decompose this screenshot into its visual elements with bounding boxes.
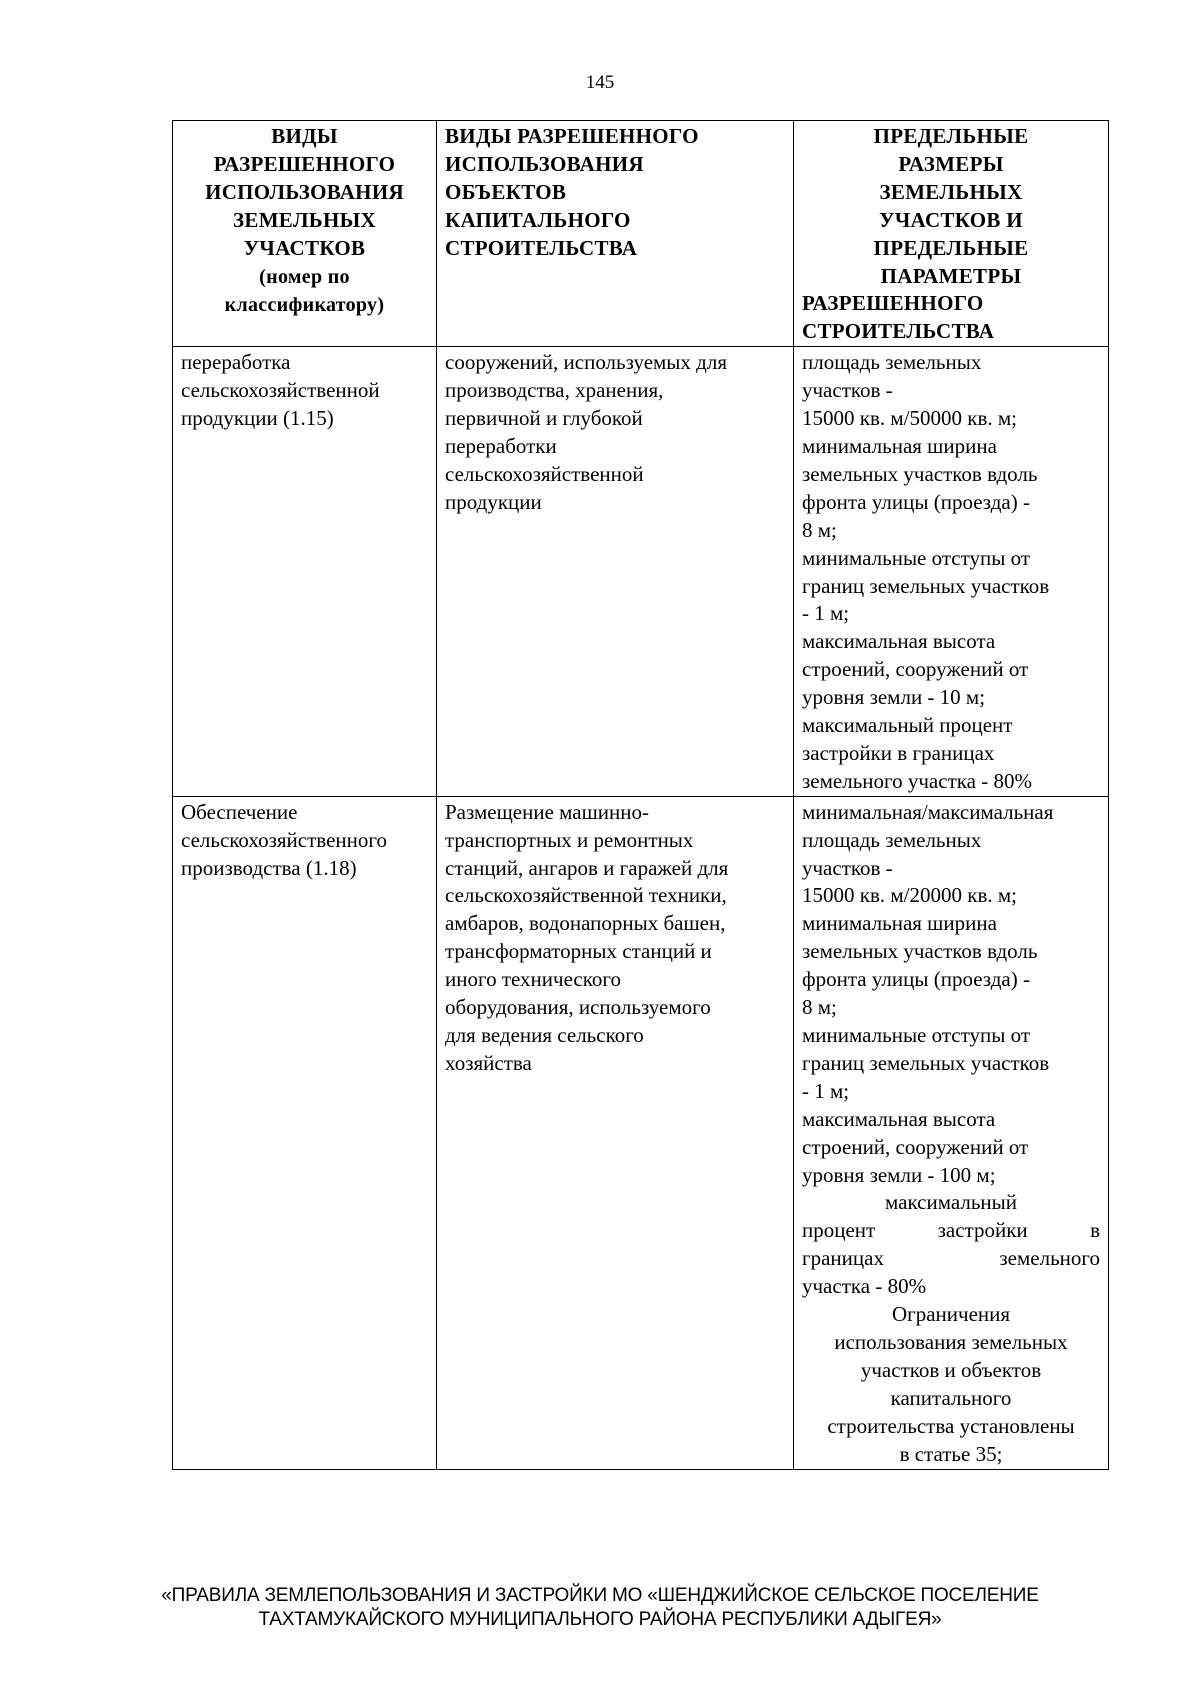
cell-line: сооружений, используемых для [445,350,727,375]
footer-line: «ПРАВИЛА ЗЕМЛЕПОЛЬЗОВАНИЯ И ЗАСТРОЙКИ МО «ШЕНДЖИЙСКОЕ СЕЛЬСКОЕ ПОСЕЛЕНИЕ [161,1585,1039,1606]
word: процент [802,1218,876,1243]
cell-line: сельскохозяйственной техники, [445,883,727,908]
cell-line: Обеспечение [181,799,298,824]
cell-line: уровня земли - 10 м; [802,685,986,710]
cell-line: производства (1.18) [181,855,357,880]
cell-line: 8 м; [802,995,837,1020]
cell-line: застройки в границах [802,740,995,765]
word: застройки [937,1218,1028,1243]
header-line: КАПИТАЛЬНОГО [445,207,631,232]
header-line: ПРЕДЕЛЬНЫЕ [873,235,1029,260]
cell-line: площадь земельных [802,350,982,375]
header-line: СТРОИТЕЛЬСТВА [802,319,995,344]
cell-line: первичной и глубокой [445,406,643,431]
cell-line: сельскохозяйственной [181,378,380,403]
cell-line: сельскохозяйственной [445,461,644,486]
cell-line: продукции [445,489,542,514]
header-line: ПРЕДЕЛЬНЫЕ [873,124,1029,148]
word: земельного [999,1246,1100,1271]
header-note-line: (номер по [259,265,350,288]
cell-line: фронта улицы (проезда) - [802,967,1030,992]
header-line: РАЗМЕРЫ [898,151,1004,176]
cell-line: - 1 м; [802,1078,850,1103]
cell-line: хозяйства [445,1050,532,1075]
cell-line: иного технического [445,967,621,992]
cell-line: капитального [890,1385,1012,1410]
cell-line: земельных участков вдоль [802,939,1038,964]
cell-line: трансформаторных станций и [445,939,712,964]
header-limit-parameters [794,121,1109,347]
document-footer [0,1584,1200,1632]
cell-line: минимальная ширина [802,433,997,458]
land-use-type-cell [173,347,437,797]
cell-line: минимальная/максимальная [802,799,1054,824]
cell-line: продукции (1.15) [181,406,334,431]
cell-line: максимальная высота [802,629,996,654]
header-line: РАЗРЕШЕННОГО [213,151,396,176]
table-header-row [173,121,1109,347]
cell-line: - 1 м; [802,601,850,626]
word: в [1090,1218,1100,1243]
table-row [173,347,1109,797]
cell-line: минимальная ширина [802,911,997,936]
cell-line: строительства установлены [827,1413,1075,1438]
cell-line: границ земельных участков [802,573,1050,598]
footer-line: ТАХТАМУКАЙСКОГО МУНИЦИПАЛЬНОГО РАЙОНА РЕСПУБЛИКИ АДЫГЕЯ» [258,1609,942,1630]
cell-line: уровня земли - 100 м; [802,1162,996,1187]
cell-line: 15000 кв. м/50000 кв. м; [802,406,1017,431]
justified-line [802,1245,1100,1273]
cell-line: строений, сооружений от [802,1134,1029,1159]
cell-line: минимальные отступы от [802,545,1031,570]
header-line: ИСПОЛЬЗОВАНИЯ [205,179,404,204]
cell-line: переработка [181,350,291,375]
parameters-cell [794,347,1109,797]
cell-line: 8 м; [802,517,837,542]
cell-line: сельскохозяйственного [181,827,387,852]
header-line: ВИДЫ [271,124,338,148]
cell-line: транспортных и ремонтных [445,827,694,852]
cell-line: фронта улицы (проезда) - [802,489,1030,514]
header-line: ВИДЫ РАЗРЕШЕННОГО [445,124,699,148]
cell-line: Ограничения [891,1302,1011,1327]
header-land-use-types [173,121,437,347]
cell-line: участка - 80% [802,1274,927,1299]
cell-line: станций, ангаров и гаражей для [445,855,729,880]
cell-line: минимальные отступы от [802,1023,1031,1047]
cell-line: максимальный процент [802,713,1013,738]
header-line: ЗЕМЕЛЬНЫХ [233,207,376,232]
table-row [173,796,1109,1469]
justified-line [802,1217,1100,1245]
cell-line: производства, хранения, [445,378,664,403]
cell-line: строений, сооружений от [802,657,1029,682]
cell-line: 15000 кв. м/20000 кв. м; [802,883,1017,908]
header-line: УЧАСТКОВ [243,235,366,260]
cell-line: использования земельных [834,1329,1068,1354]
cell-line: в статье 35; [899,1441,1003,1466]
header-line: ЗЕМЕЛЬНЫХ [879,179,1023,204]
page-number: 145 [585,72,615,93]
cell-line: максимальный [885,1190,1017,1215]
header-note-line: классификатору) [224,293,385,316]
header-line: УЧАСТКОВ И [879,207,1023,232]
land-use-type-cell [173,796,437,1469]
cell-line: границ земельных участков [802,1050,1050,1075]
construction-type-cell [437,796,794,1469]
header-capital-construction-types [437,121,794,347]
parameters-cell [794,796,1109,1469]
cell-line: Размещение машинно- [445,799,649,824]
construction-type-cell [437,347,794,797]
cell-line: участков - [802,855,893,880]
header-line: ИСПОЛЬЗОВАНИЯ [445,151,644,176]
cell-line: земельных участков вдоль [802,461,1038,486]
header-line: ПАРАМЕТРЫ [880,263,1022,288]
cell-line: оборудования, используемого [445,995,711,1020]
cell-line: участков и объектов [860,1357,1042,1382]
cell-line: площадь земельных [802,827,982,852]
word: границах [802,1246,884,1271]
cell-line: максимальная высота [802,1106,996,1131]
header-line: РАЗРЕШЕННОГО [802,291,984,316]
cell-line: участков - [802,378,893,403]
header-line: СТРОИТЕЛЬСТВА [445,235,638,260]
cell-line: амбаров, водонапорных башен, [445,911,726,936]
cell-line: земельного участка - 80% [802,768,1032,793]
header-line: ОБЪЕКТОВ [445,179,567,204]
cell-line: для ведения сельского [445,1023,644,1047]
land-use-table [172,120,1109,1470]
cell-line: переработки [445,433,557,458]
